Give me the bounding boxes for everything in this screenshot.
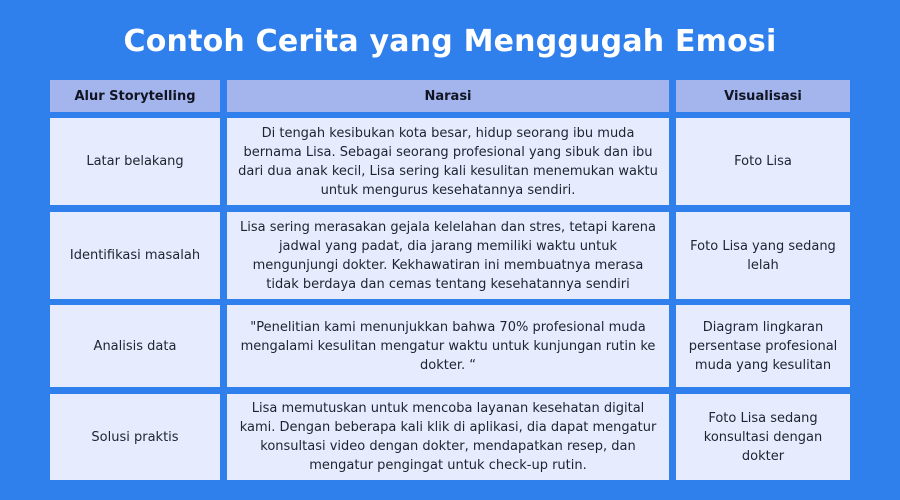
table-cell-visualisasi: Foto Lisa	[676, 118, 850, 205]
table-cell-visualisasi: Diagram lingkaran persentase profesional muda yang kesulitan	[676, 305, 850, 387]
column-header-narasi: Narasi	[227, 80, 669, 112]
table-cell-alur: Latar belakang	[50, 118, 220, 205]
table-cell-alur: Analisis data	[50, 305, 220, 387]
table-cell-alur: Identifikasi masalah	[50, 212, 220, 299]
table-cell-narasi: Lisa memutuskan untuk mencoba layanan kesehatan digital kami. Dengan beberapa kali klik di aplikasi, dia dapat mengatur konsultasi video dengan dokter, mendapatkan resep, dan mengatur pengingat untuk check-up rutin.	[227, 394, 669, 480]
table-cell-narasi: Lisa sering merasakan gejala kelelahan dan stres, tetapi karena jadwal yang padat, dia jarang memiliki waktu untuk mengunjungi dokter. Kekhawatiran ini membuatnya merasa tidak berdaya dan cemas tentang kesehatannya sendiri	[227, 212, 669, 299]
column-header-alur: Alur Storytelling	[50, 80, 220, 112]
page-title: Contoh Cerita yang Menggugah Emosi	[123, 24, 777, 59]
table-cell-visualisasi: Foto Lisa sedang konsultasi dengan dokter	[676, 394, 850, 480]
table-cell-alur: Solusi praktis	[50, 394, 220, 480]
column-header-visualisasi: Visualisasi	[676, 80, 850, 112]
table-cell-visualisasi: Foto Lisa yang sedang lelah	[676, 212, 850, 299]
table-cell-narasi: Di tengah kesibukan kota besar, hidup seorang ibu muda bernama Lisa. Sebagai seorang profesional yang sibuk dan ibu dari dua anak kecil, Lisa sering kali kesulitan menemukan waktu untuk mengurus kesehatannya sendiri.	[227, 118, 669, 205]
table-cell-narasi: "Penelitian kami menunjukkan bahwa 70% profesional muda mengalami kesulitan mengatur waktu untuk kunjungan rutin ke dokter. “	[227, 305, 669, 387]
